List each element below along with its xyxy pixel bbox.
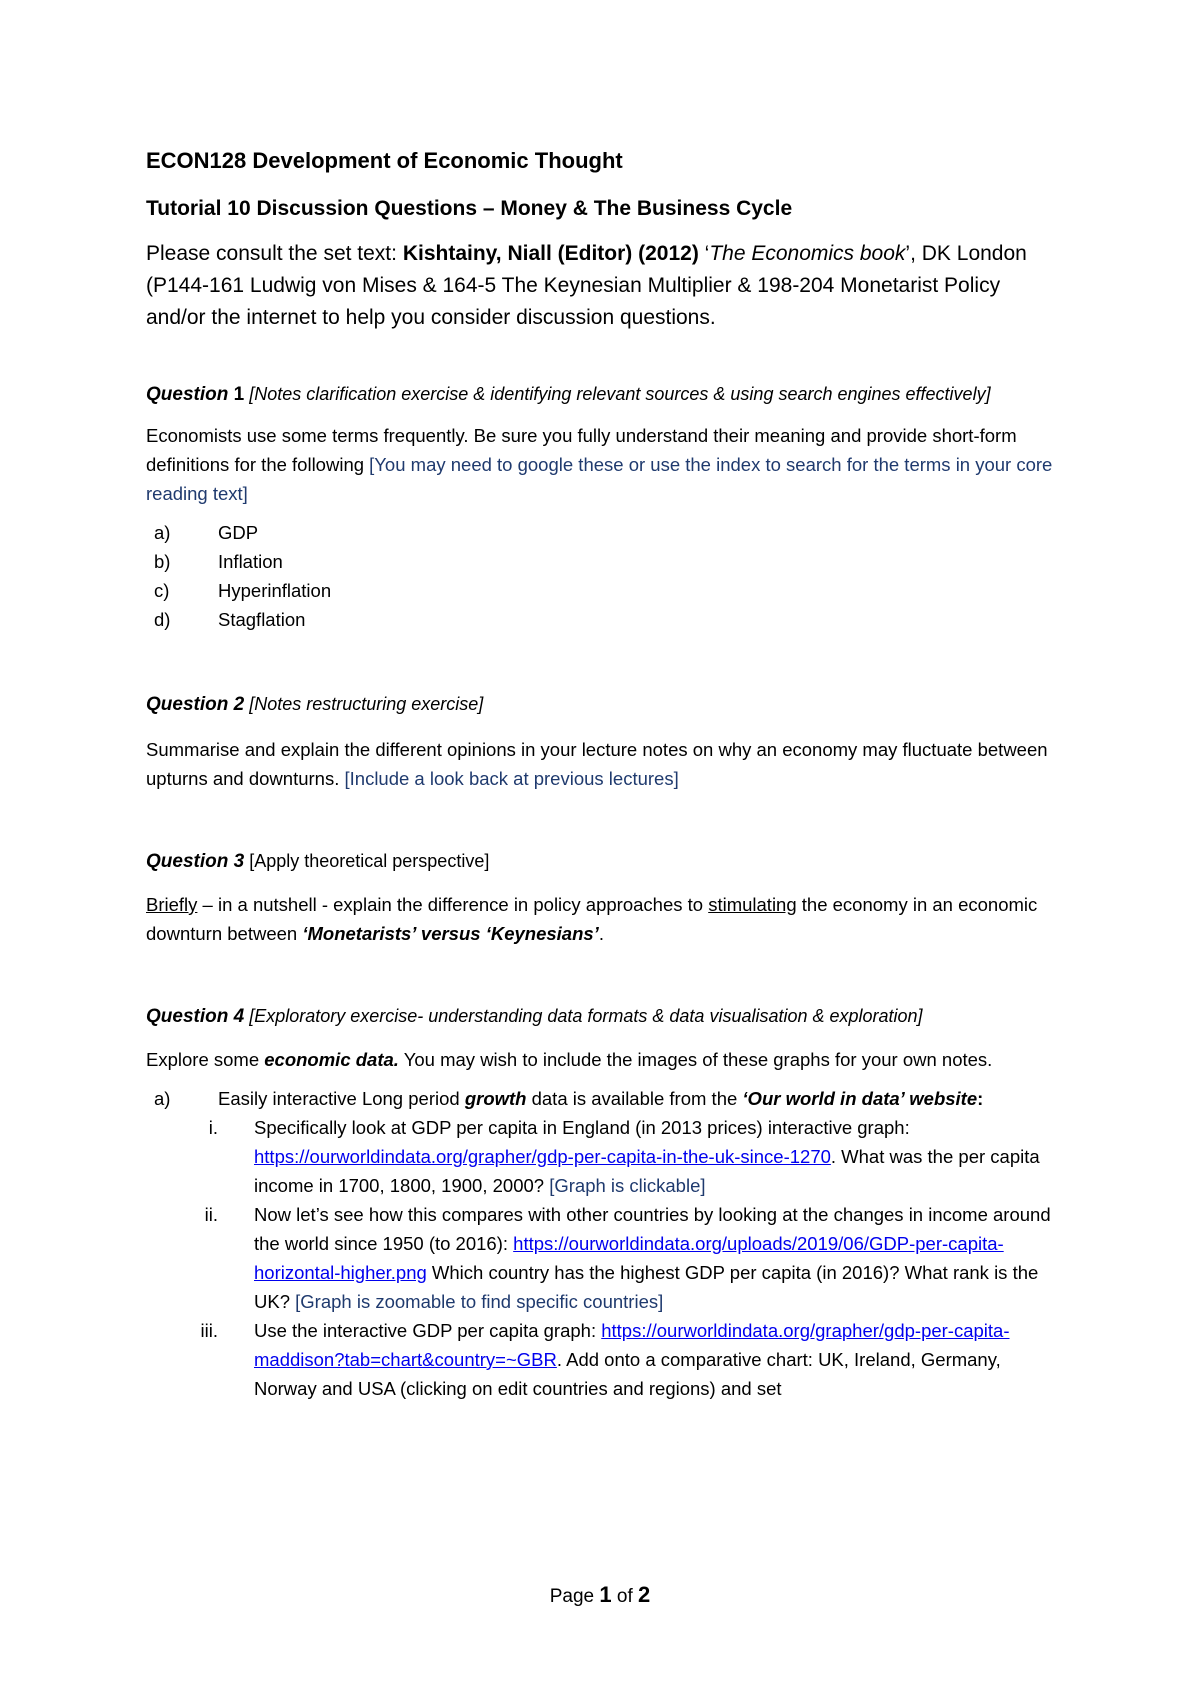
list-item: c) Hyperinflation (154, 580, 332, 601)
link-gdp-maddison[interactable]: https://ourworldindata.org/grapher/gdp-per-capita-maddison?tab=chart&country=~GBR (254, 1320, 1010, 1370)
list-item: i. Specifically look at GDP per capita in England (in 2013 prices) interactive graph: https://ourworldindata.org/grapher/gdp-per-capita-in-the-uk-since-1270. What was the per capita income in 1700, 1800, 1900, 2000? [Graph is clickable] (208, 1117, 1040, 1196)
list-item: d) Stagflation (154, 609, 306, 630)
link-gdp-horizontal-higher[interactable]: https://ourworldindata.org/uploads/2019/06/GDP-per-capita-horizontal-higher.png (254, 1233, 1004, 1283)
question-3-heading: Question 3 [Apply theoretical perspective] (146, 851, 490, 872)
course-title: ECON128 Development of Economic Thought (146, 148, 623, 173)
page-footer: Page 1 of 2 (549, 1582, 651, 1607)
book-author: Kishtainy, Niall (Editor) (2012) (402, 242, 699, 265)
question-1-heading: Question 1 [Notes clarification exercise & identifying relevant sources & using search engines effectively] (146, 384, 991, 405)
question-2-note: [Notes restructuring exercise] (244, 694, 484, 714)
question-1-note: [Notes clarification exercise & identifying relevant sources & using search engines effectively] (244, 384, 991, 404)
total-pages: 2 (638, 1582, 651, 1607)
question-3-note: [Apply theoretical perspective] (244, 851, 490, 871)
question-4-body: Explore some economic data. You may wish to include the images of these graphs for your own notes. (146, 1049, 993, 1070)
intro-paragraph: Please consult the set text: Kishtainy, Niall (Editor) (2012) ‘The Economics book’, DK London (P144-161 Ludwig von Mises & 164-5 The Keynesian Multiplier & 198-204 Monetarist Policy and/or the internet to help you consider discussion questions. (146, 242, 1027, 329)
link-gdp-uk-since-1270[interactable]: https://ourworldindata.org/grapher/gdp-per-capita-in-the-uk-since-1270 (254, 1146, 831, 1167)
tutorial-title: Tutorial 10 Discussion Questions – Money & The Business Cycle (146, 197, 793, 220)
question-1-body: Economists use some terms frequently. Be sure you fully understand their meaning and provide short-form definitions for the following [You may need to google these or use the index to search for the terms in your core reading text] (146, 425, 1053, 504)
question-3-body: Briefly – in a nutshell - explain the difference in policy approaches to stimulating the economy in an economic downturn between ‘Monetarists’ versus ‘Keynesians’. (146, 894, 1038, 944)
book-title: The Economics book (709, 242, 906, 265)
question-1-hint: [You may need to google these or use the index to search for the terms in your core reading text] (146, 454, 1053, 504)
term-list (146, 518, 1066, 634)
question-2-hint: [Include a look back at previous lectures] (344, 768, 679, 789)
question-2-heading: Question 2 [Notes restructuring exercise] (146, 694, 484, 715)
list-item: a) GDP (154, 522, 259, 543)
question-4-heading: Question 4 [Exploratory exercise- understanding data formats & data visualisation & exploration] (146, 1006, 923, 1027)
question-4-note: [Exploratory exercise- understanding data formats & data visualisation & exploration] (244, 1006, 923, 1026)
list-item: iii. Use the interactive GDP per capita graph: https://ourworldindata.org/grapher/gdp-per-capita-maddison?tab=chart&country=~GBR. Add onto a comparative chart: UK, Ireland, Germany, Norway and USA (clicking on edit countries and regions) and set (200, 1320, 1010, 1399)
question-4-sublist (108, 1113, 1066, 1403)
list-item: a) Easily interactive Long period growth data is available from the ‘Our world in data’ website: (154, 1088, 984, 1109)
document-body (146, 146, 1066, 1403)
question-4-list (146, 1084, 1066, 1113)
list-item: b) Inflation (154, 551, 283, 572)
question-2-body: Summarise and explain the different opinions in your lecture notes on why an economy may fluctuate between upturns and downturns. [Include a look back at previous lectures] (146, 739, 1048, 789)
current-page: 1 (599, 1582, 612, 1607)
list-item: ii. Now let’s see how this compares with other countries by looking at the changes in income around the world since 1950 (to 2016): https://ourworldindata.org/uploads/2019/06/GDP-per-capita-horizontal-higher.png Which country has the highest GDP per capita (in 2016)? What rank is the UK? [Graph is zoomable to find specific countries] (204, 1204, 1051, 1312)
